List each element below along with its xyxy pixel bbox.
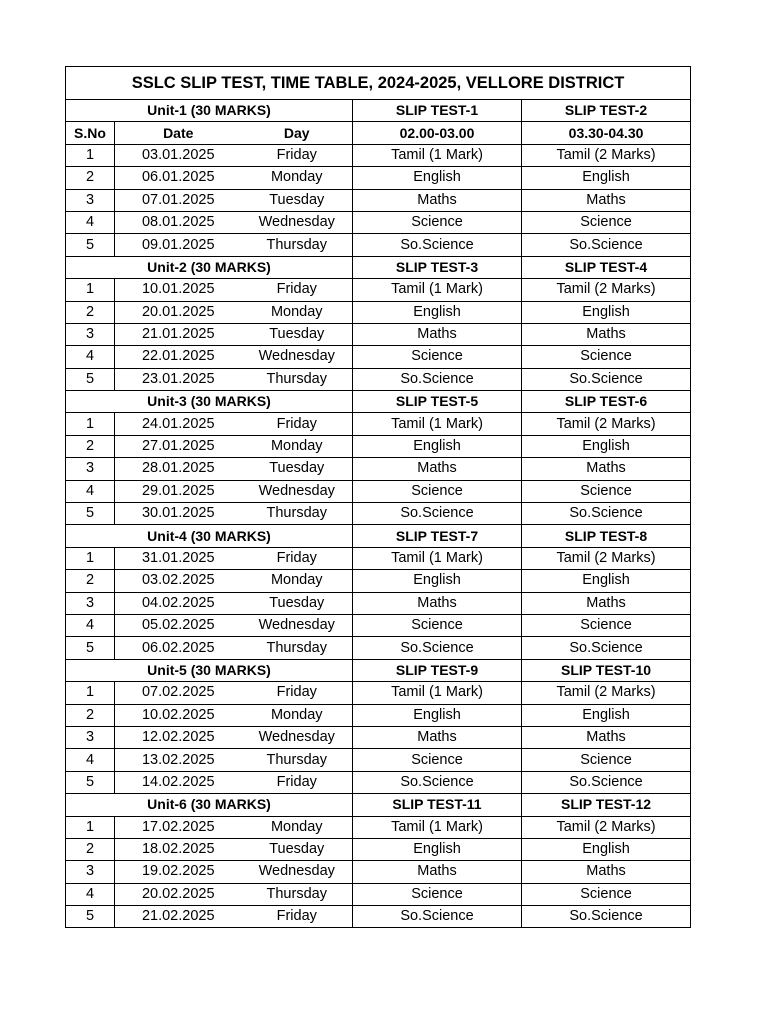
row-day: Wednesday — [242, 726, 353, 748]
row-sno: 5 — [66, 771, 115, 793]
row-subject-a: So.Science — [353, 234, 522, 256]
row-subject-b: Tamil (2 Marks) — [522, 413, 691, 435]
row-subject-b: So.Science — [522, 637, 691, 659]
table-row — [66, 189, 691, 211]
table-row — [66, 413, 691, 435]
row-day: Friday — [242, 279, 353, 301]
table-row — [66, 861, 691, 883]
row-sno: 4 — [66, 883, 115, 905]
row-subject-a: English — [353, 167, 522, 189]
table-row — [66, 167, 691, 189]
row-subject-b: Science — [522, 480, 691, 502]
row-date: 21.01.2025 — [115, 323, 242, 345]
row-sno: 2 — [66, 838, 115, 860]
table-row — [66, 614, 691, 636]
row-day: Friday — [242, 906, 353, 928]
table-row — [66, 234, 691, 256]
row-day: Wednesday — [242, 614, 353, 636]
table-row — [66, 883, 691, 905]
row-sno: 5 — [66, 906, 115, 928]
row-subject-a: English — [353, 838, 522, 860]
table-row — [66, 323, 691, 345]
row-day: Friday — [242, 682, 353, 704]
row-date: 28.01.2025 — [115, 458, 242, 480]
time-slot-b: 03.30-04.30 — [522, 122, 691, 144]
row-sno: 3 — [66, 592, 115, 614]
row-subject-a: Maths — [353, 323, 522, 345]
unit-header-row — [66, 100, 691, 122]
row-subject-b: So.Science — [522, 368, 691, 390]
row-sno: 5 — [66, 368, 115, 390]
row-day: Tuesday — [242, 458, 353, 480]
row-sno: 1 — [66, 816, 115, 838]
row-subject-a: Tamil (1 Mark) — [353, 279, 522, 301]
row-sno: 3 — [66, 189, 115, 211]
row-date: 20.02.2025 — [115, 883, 242, 905]
row-sno: 5 — [66, 637, 115, 659]
row-date: 12.02.2025 — [115, 726, 242, 748]
row-subject-a: Tamil (1 Mark) — [353, 682, 522, 704]
row-sno: 2 — [66, 301, 115, 323]
row-date: 22.01.2025 — [115, 346, 242, 368]
row-subject-b: So.Science — [522, 906, 691, 928]
row-subject-b: Science — [522, 211, 691, 233]
row-subject-b: Tamil (2 Marks) — [522, 279, 691, 301]
row-day: Thursday — [242, 749, 353, 771]
unit-header-row — [66, 391, 691, 413]
row-subject-a: Science — [353, 346, 522, 368]
row-sno: 1 — [66, 279, 115, 301]
row-subject-a: English — [353, 435, 522, 457]
row-date: 03.02.2025 — [115, 570, 242, 592]
row-subject-a: Science — [353, 614, 522, 636]
table-row — [66, 301, 691, 323]
row-date: 21.02.2025 — [115, 906, 242, 928]
slip-test-a-label: SLIP TEST-11 — [353, 794, 522, 816]
row-day: Tuesday — [242, 838, 353, 860]
table-row — [66, 749, 691, 771]
slip-test-b-label: SLIP TEST-12 — [522, 794, 691, 816]
row-subject-a: Tamil (1 Mark) — [353, 144, 522, 166]
row-sno: 1 — [66, 682, 115, 704]
row-day: Monday — [242, 435, 353, 457]
table-row — [66, 771, 691, 793]
row-date: 30.01.2025 — [115, 503, 242, 525]
row-day: Monday — [242, 301, 353, 323]
row-subject-a: English — [353, 704, 522, 726]
time-slot-a: 02.00-03.00 — [353, 122, 522, 144]
row-subject-a: Maths — [353, 189, 522, 211]
table-row — [66, 906, 691, 928]
row-day: Thursday — [242, 883, 353, 905]
table-row — [66, 211, 691, 233]
row-subject-a: So.Science — [353, 906, 522, 928]
row-subject-b: English — [522, 838, 691, 860]
table-row — [66, 704, 691, 726]
slip-test-b-label: SLIP TEST-4 — [522, 256, 691, 278]
table-row — [66, 503, 691, 525]
row-sno: 4 — [66, 749, 115, 771]
row-date: 10.02.2025 — [115, 704, 242, 726]
header-date: Date — [115, 122, 242, 144]
row-subject-a: Maths — [353, 458, 522, 480]
slip-test-b-label: SLIP TEST-6 — [522, 391, 691, 413]
table-row — [66, 838, 691, 860]
table-row — [66, 346, 691, 368]
row-date: 23.01.2025 — [115, 368, 242, 390]
row-day: Monday — [242, 704, 353, 726]
row-subject-b: Tamil (2 Marks) — [522, 144, 691, 166]
row-sno: 1 — [66, 144, 115, 166]
row-sno: 4 — [66, 346, 115, 368]
table-row — [66, 279, 691, 301]
row-day: Friday — [242, 771, 353, 793]
row-day: Wednesday — [242, 211, 353, 233]
row-day: Monday — [242, 816, 353, 838]
row-subject-b: Maths — [522, 458, 691, 480]
row-subject-a: Maths — [353, 726, 522, 748]
row-date: 09.01.2025 — [115, 234, 242, 256]
title-row — [66, 67, 691, 100]
row-date: 04.02.2025 — [115, 592, 242, 614]
row-sno: 4 — [66, 211, 115, 233]
row-subject-b: Maths — [522, 323, 691, 345]
table-row — [66, 435, 691, 457]
row-day: Thursday — [242, 368, 353, 390]
row-sno: 2 — [66, 570, 115, 592]
row-date: 27.01.2025 — [115, 435, 242, 457]
row-day: Thursday — [242, 637, 353, 659]
row-sno: 4 — [66, 614, 115, 636]
row-day: Monday — [242, 167, 353, 189]
table-row — [66, 570, 691, 592]
row-subject-a: Science — [353, 211, 522, 233]
slip-test-a-label: SLIP TEST-7 — [353, 525, 522, 547]
row-date: 17.02.2025 — [115, 816, 242, 838]
row-day: Friday — [242, 144, 353, 166]
unit-label: Unit-3 (30 MARKS) — [66, 391, 353, 413]
row-sno: 3 — [66, 323, 115, 345]
slip-test-a-label: SLIP TEST-1 — [353, 100, 522, 122]
row-subject-a: So.Science — [353, 637, 522, 659]
slip-test-b-label: SLIP TEST-2 — [522, 100, 691, 122]
row-date: 19.02.2025 — [115, 861, 242, 883]
row-date: 08.01.2025 — [115, 211, 242, 233]
row-subject-a: Tamil (1 Mark) — [353, 547, 522, 569]
row-date: 20.01.2025 — [115, 301, 242, 323]
row-date: 07.02.2025 — [115, 682, 242, 704]
table-row — [66, 726, 691, 748]
table-row — [66, 480, 691, 502]
row-subject-a: So.Science — [353, 771, 522, 793]
row-subject-a: Science — [353, 883, 522, 905]
row-subject-b: So.Science — [522, 234, 691, 256]
column-header-row — [66, 122, 691, 144]
unit-header-row — [66, 794, 691, 816]
row-subject-b: Tamil (2 Marks) — [522, 547, 691, 569]
table-row — [66, 637, 691, 659]
header-day: Day — [242, 122, 353, 144]
row-sno: 3 — [66, 458, 115, 480]
row-date: 31.01.2025 — [115, 547, 242, 569]
row-subject-a: So.Science — [353, 368, 522, 390]
row-subject-b: Maths — [522, 861, 691, 883]
document-title: SSLC SLIP TEST, TIME TABLE, 2024-2025, VELLORE DISTRICT — [66, 67, 691, 100]
row-subject-b: Science — [522, 614, 691, 636]
row-day: Monday — [242, 570, 353, 592]
row-date: 14.02.2025 — [115, 771, 242, 793]
table-row — [66, 547, 691, 569]
unit-label: Unit-2 (30 MARKS) — [66, 256, 353, 278]
table-row — [66, 368, 691, 390]
row-subject-b: Science — [522, 346, 691, 368]
slip-test-a-label: SLIP TEST-9 — [353, 659, 522, 681]
row-date: 06.01.2025 — [115, 167, 242, 189]
row-date: 29.01.2025 — [115, 480, 242, 502]
row-day: Friday — [242, 547, 353, 569]
row-subject-a: Science — [353, 480, 522, 502]
row-subject-a: English — [353, 570, 522, 592]
row-subject-a: English — [353, 301, 522, 323]
row-sno: 5 — [66, 234, 115, 256]
row-day: Thursday — [242, 503, 353, 525]
unit-header-row — [66, 256, 691, 278]
row-date: 24.01.2025 — [115, 413, 242, 435]
table-row — [66, 816, 691, 838]
table-row — [66, 682, 691, 704]
row-subject-a: Science — [353, 749, 522, 771]
table-row — [66, 592, 691, 614]
row-subject-a: Maths — [353, 861, 522, 883]
row-date: 03.01.2025 — [115, 144, 242, 166]
row-subject-b: English — [522, 570, 691, 592]
row-sno: 2 — [66, 704, 115, 726]
slip-test-a-label: SLIP TEST-5 — [353, 391, 522, 413]
row-subject-b: Science — [522, 749, 691, 771]
row-date: 07.01.2025 — [115, 189, 242, 211]
row-sno: 2 — [66, 435, 115, 457]
row-subject-b: Maths — [522, 726, 691, 748]
row-subject-b: Maths — [522, 189, 691, 211]
unit-header-row — [66, 525, 691, 547]
unit-label: Unit-6 (30 MARKS) — [66, 794, 353, 816]
unit-label: Unit-4 (30 MARKS) — [66, 525, 353, 547]
row-sno: 4 — [66, 480, 115, 502]
table-row — [66, 458, 691, 480]
row-sno: 1 — [66, 413, 115, 435]
row-day: Wednesday — [242, 480, 353, 502]
row-subject-b: So.Science — [522, 771, 691, 793]
row-subject-b: English — [522, 301, 691, 323]
unit-label: Unit-1 (30 MARKS) — [66, 100, 353, 122]
row-day: Tuesday — [242, 592, 353, 614]
row-date: 18.02.2025 — [115, 838, 242, 860]
row-sno: 5 — [66, 503, 115, 525]
row-date: 05.02.2025 — [115, 614, 242, 636]
row-sno: 2 — [66, 167, 115, 189]
slip-test-b-label: SLIP TEST-8 — [522, 525, 691, 547]
row-subject-b: English — [522, 167, 691, 189]
row-subject-b: English — [522, 704, 691, 726]
row-sno: 1 — [66, 547, 115, 569]
timetable — [65, 66, 691, 928]
row-date: 06.02.2025 — [115, 637, 242, 659]
unit-label: Unit-5 (30 MARKS) — [66, 659, 353, 681]
row-sno: 3 — [66, 726, 115, 748]
row-date: 10.01.2025 — [115, 279, 242, 301]
row-subject-b: Tamil (2 Marks) — [522, 682, 691, 704]
row-subject-b: Science — [522, 883, 691, 905]
row-subject-a: Tamil (1 Mark) — [353, 816, 522, 838]
header-sno: S.No — [66, 122, 115, 144]
row-day: Wednesday — [242, 346, 353, 368]
row-subject-a: Tamil (1 Mark) — [353, 413, 522, 435]
row-day: Friday — [242, 413, 353, 435]
row-day: Thursday — [242, 234, 353, 256]
row-day: Tuesday — [242, 323, 353, 345]
row-sno: 3 — [66, 861, 115, 883]
unit-header-row — [66, 659, 691, 681]
row-subject-b: English — [522, 435, 691, 457]
row-subject-b: Maths — [522, 592, 691, 614]
row-day: Wednesday — [242, 861, 353, 883]
row-day: Tuesday — [242, 189, 353, 211]
row-date: 13.02.2025 — [115, 749, 242, 771]
table-row — [66, 144, 691, 166]
row-subject-b: Tamil (2 Marks) — [522, 816, 691, 838]
row-subject-a: Maths — [353, 592, 522, 614]
row-subject-a: So.Science — [353, 503, 522, 525]
row-subject-b: So.Science — [522, 503, 691, 525]
slip-test-a-label: SLIP TEST-3 — [353, 256, 522, 278]
slip-test-b-label: SLIP TEST-10 — [522, 659, 691, 681]
